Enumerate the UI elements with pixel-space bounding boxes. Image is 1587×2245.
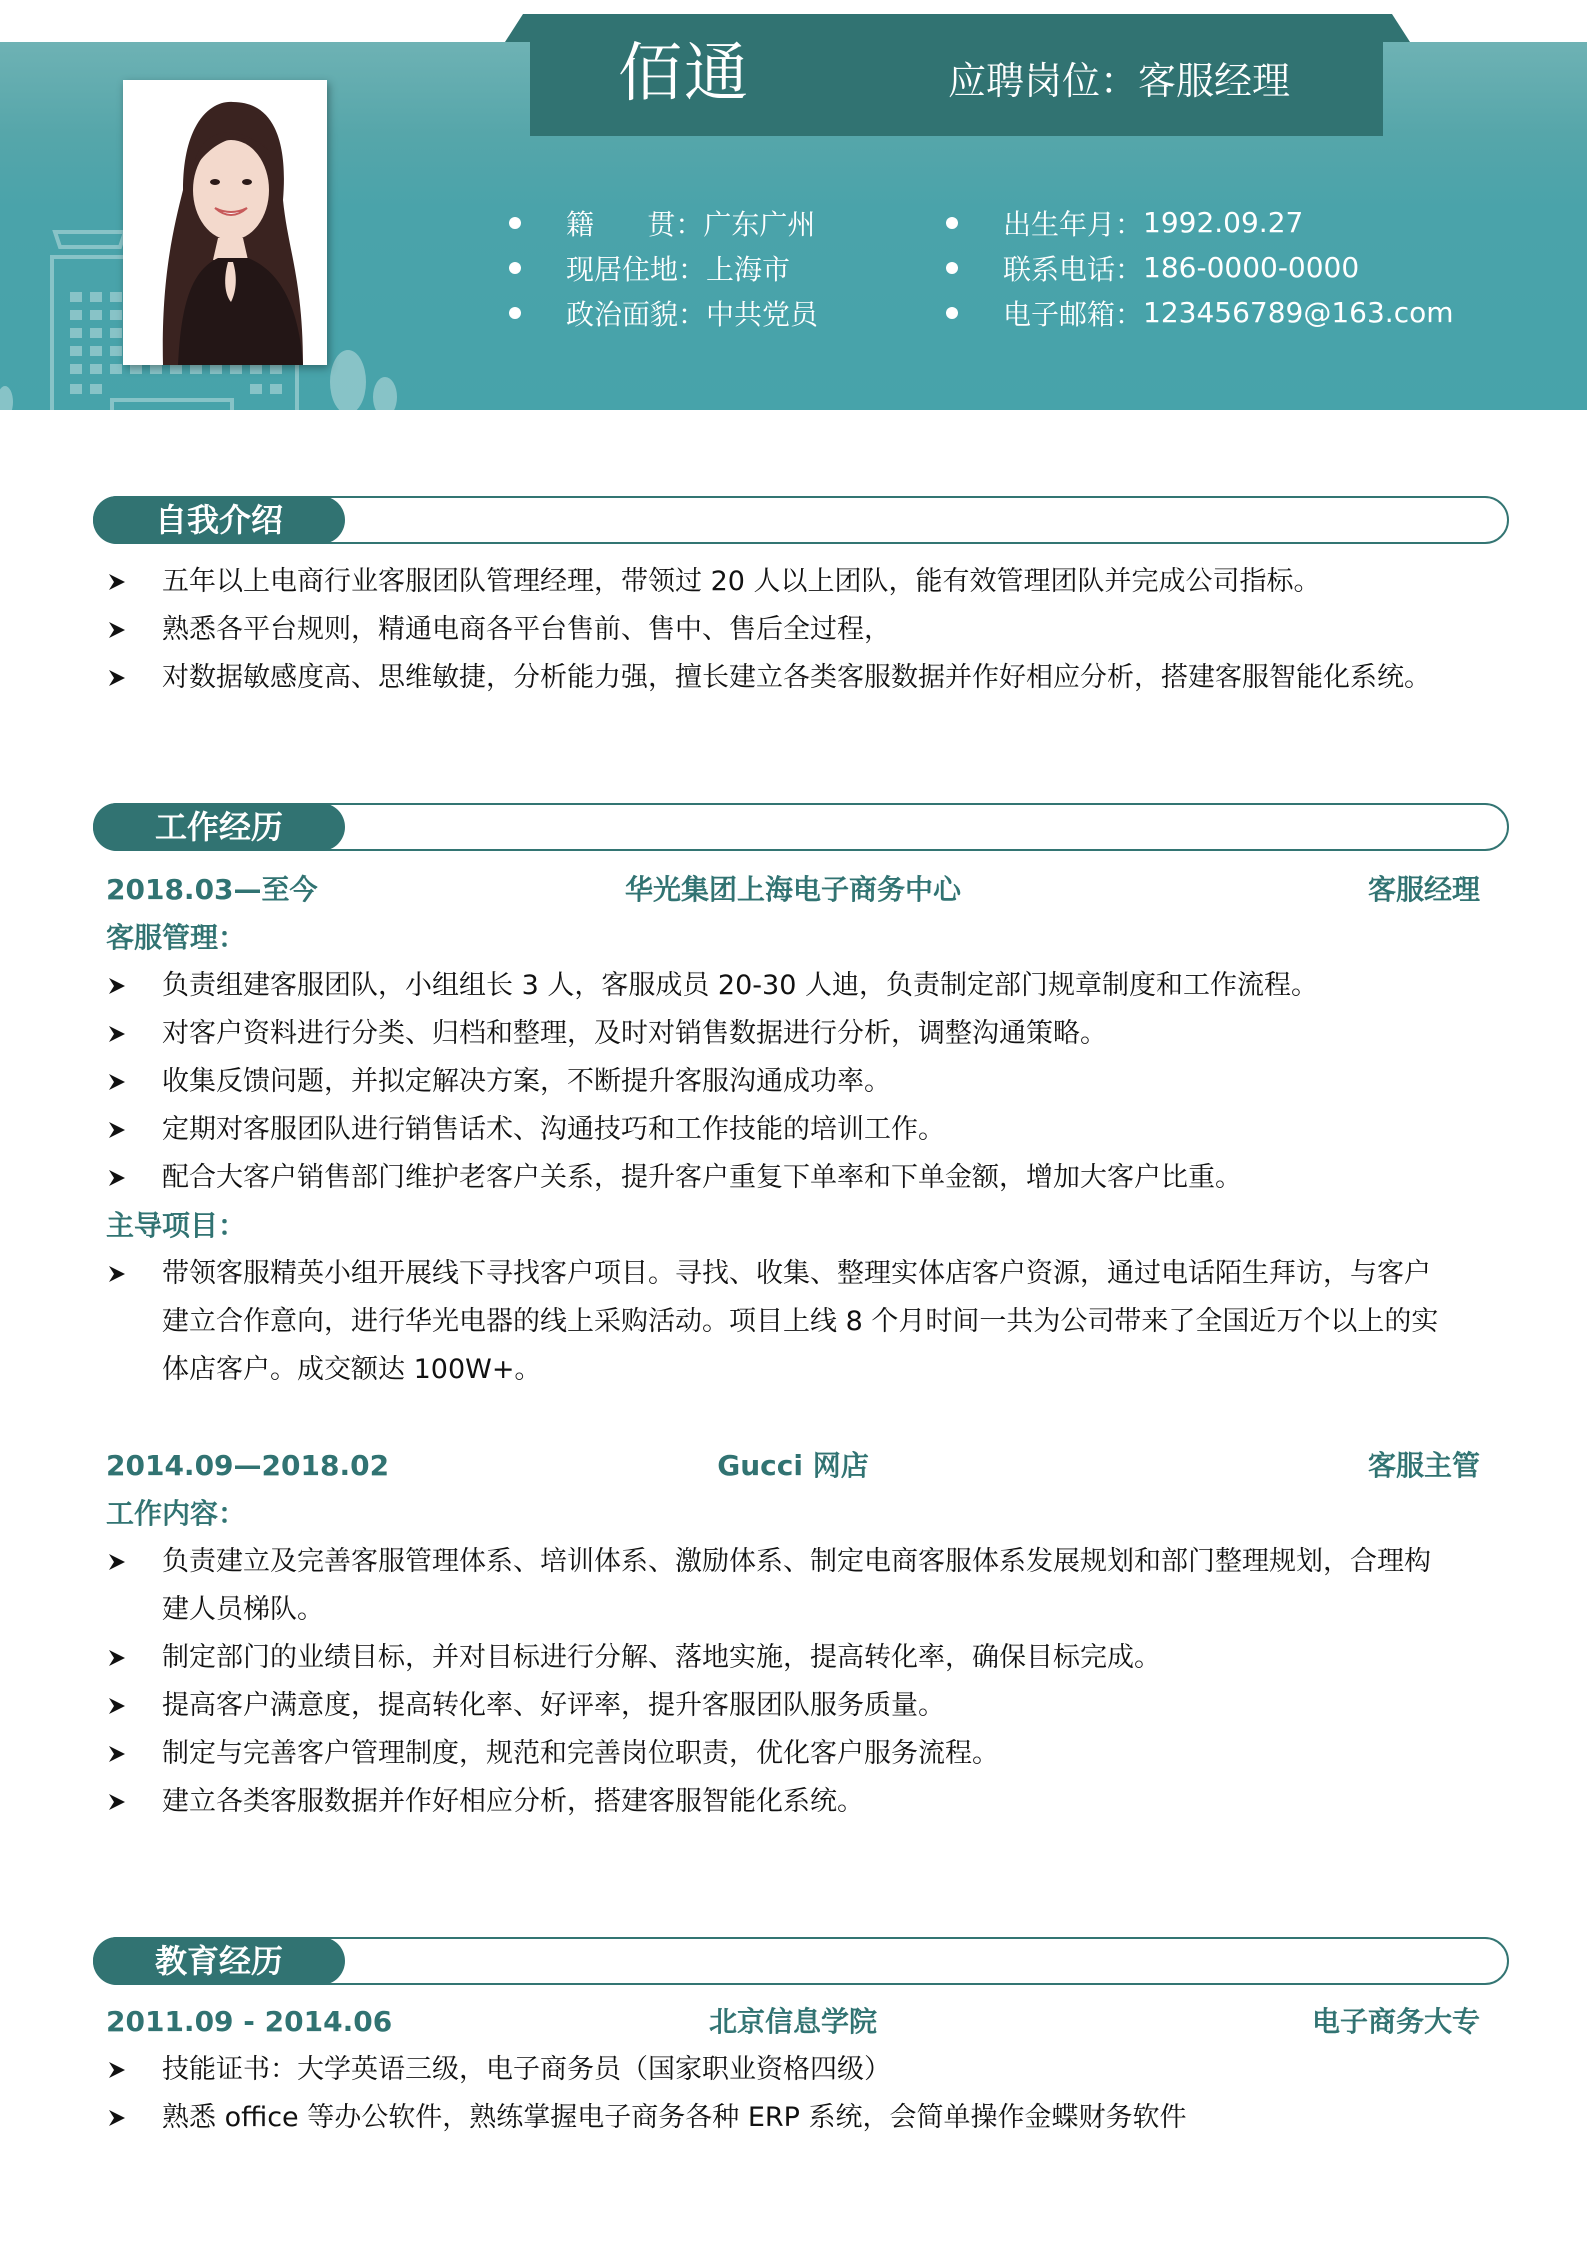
bullet-text: 技能证书：大学英语三级，电子商务员（国家职业资格四级） — [162, 2054, 891, 2085]
arrow-bullet-icon — [108, 1553, 126, 1571]
bullet-text: 对数据敏感度高、思维敏捷，分析能力强，擅长建立各类客服数据并作好相应分析，搭建客服智能化系统。 — [162, 662, 1431, 693]
info-residence — [505, 245, 818, 290]
bullet-text-continued: 体店客户。成交额达 100W+。 — [162, 1354, 542, 1385]
bullet-dot-icon — [509, 262, 521, 274]
bullet-text: 负责组建客服团队，小组组长 3 人，客服成员 20-30 人迪，负责制定部门规章制度和工作流程。 — [162, 970, 1318, 1001]
info-hometown — [505, 200, 818, 245]
arrow-bullet-icon — [108, 1169, 126, 1187]
bullet-text: 负责建立及完善客服管理体系、培训体系、激励体系、制定电商客服体系发展规划和部门整理规划，合理构 — [162, 1546, 1431, 1577]
info-label: 电子邮箱： — [1003, 297, 1144, 331]
arrow-bullet-icon — [108, 573, 126, 591]
education-school: 北京信息学院 — [708, 2005, 877, 2038]
job-company: 华光集团上海电子商务中心 — [624, 873, 961, 906]
job-subheading: 客服管理： — [106, 921, 247, 954]
job-date: 2018.03—至今 — [106, 873, 318, 906]
applied-position: 应聘岗位：客服经理 — [948, 59, 1291, 103]
arrow-bullet-icon — [108, 1265, 126, 1283]
info-label: 联系电话： — [1003, 252, 1144, 286]
bullet-text: 建立各类客服数据并作好相应分析，搭建客服智能化系统。 — [162, 1786, 864, 1817]
section-header-work — [93, 803, 1509, 851]
job-entry-header — [106, 866, 1480, 914]
info-label: 政治面貌： — [566, 297, 707, 331]
arrow-bullet-icon — [108, 1649, 126, 1667]
arrow-bullet-icon — [108, 2109, 126, 2127]
job-entry-header — [106, 1442, 1480, 1490]
bullet-text-continued: 建人员梯队。 — [162, 1594, 324, 1625]
section-title: 自我介绍 — [155, 501, 284, 539]
job-subheading: 工作内容： — [106, 1497, 247, 1530]
info-label: 现居住地： — [566, 252, 707, 286]
education-major: 电子商务大专 — [1311, 2005, 1480, 2038]
info-value: 中共党员 — [706, 297, 819, 331]
arrow-bullet-icon — [108, 1745, 126, 1763]
bullet-text: 提高客户满意度，提高转化率、好评率，提升客服团队服务质量。 — [162, 1690, 945, 1721]
section-header-education — [93, 1937, 1509, 1985]
profile-photo — [123, 80, 327, 365]
section-title: 教育经历 — [155, 1942, 284, 1980]
bullet-text: 配合大客户销售部门维护老客户关系，提升客户重复下单率和下单金额，增加大客户比重。 — [162, 1162, 1242, 1193]
info-label: 籍 贯： — [566, 207, 704, 241]
bullet-text: 熟悉 office 等办公软件，熟练掌握电子商务各种 ERP 系统，会简单操作金蝶财务软件 — [162, 2102, 1187, 2133]
section-title: 工作经历 — [155, 808, 284, 846]
info-phone — [942, 245, 1454, 290]
personal-info-right — [942, 200, 1454, 335]
info-value: 上海市 — [706, 252, 791, 286]
bullet-dot-icon — [509, 217, 521, 229]
candidate-name: 佰通 — [618, 37, 750, 111]
job-company: Gucci 网店 — [717, 1449, 869, 1482]
info-email — [942, 290, 1454, 335]
arrow-bullet-icon — [108, 1121, 126, 1139]
bullet-text: 带领客服精英小组开展线下寻找客户项目。寻找、收集、整理实体店客户资源，通过电话陌生拜访，与客户 — [162, 1258, 1431, 1289]
bullet-text: 定期对客服团队进行销售话术、沟通技巧和工作技能的培训工作。 — [162, 1114, 945, 1145]
job-role: 客服主管 — [1367, 1449, 1480, 1482]
bullet-text: 对客户资料进行分类、归档和整理，及时对销售数据进行分析，调整沟通策略。 — [162, 1018, 1107, 1049]
bullet-text: 收集反馈问题，并拟定解决方案，不断提升客服沟通成功率。 — [162, 1066, 891, 1097]
bullet-text: 五年以上电商行业客服团队管理经理，带领过 20 人以上团队，能有效管理团队并完成公司指标。 — [162, 566, 1321, 597]
arrow-bullet-icon — [108, 1697, 126, 1715]
bullet-dot-icon — [946, 217, 958, 229]
arrow-bullet-icon — [108, 1025, 126, 1043]
arrow-bullet-icon — [108, 1073, 126, 1091]
info-label: 出生年月： — [1003, 207, 1144, 241]
arrow-bullet-icon — [108, 977, 126, 995]
education-entry-header — [106, 1998, 1480, 2046]
bullet-dot-icon — [509, 307, 521, 319]
bullet-dot-icon — [946, 262, 958, 274]
bullet-text: 熟悉各平台规则，精通电商各平台售前、售中、售后全过程， — [162, 614, 891, 645]
info-value: 123456789@163.com — [1143, 296, 1454, 329]
info-birthdate — [942, 200, 1454, 245]
bullet-text-continued: 建立合作意向，进行华光电器的线上采购活动。项目上线 8 个月时间一共为公司带来了全国近万个以上的实 — [162, 1306, 1439, 1337]
arrow-bullet-icon — [108, 621, 126, 639]
arrow-bullet-icon — [108, 2061, 126, 2079]
section-header-intro — [93, 496, 1509, 544]
info-value: 1992.09.27 — [1143, 206, 1304, 239]
arrow-bullet-icon — [108, 1793, 126, 1811]
job-role: 客服经理 — [1367, 873, 1480, 906]
job-subheading: 主导项目： — [106, 1209, 247, 1242]
job-date: 2014.09—2018.02 — [106, 1449, 390, 1482]
portrait-icon — [123, 80, 327, 365]
bullet-dot-icon — [946, 307, 958, 319]
arrow-bullet-icon — [108, 669, 126, 687]
bullet-text: 制定部门的业绩目标，并对目标进行分解、落地实施，提高转化率，确保目标完成。 — [162, 1642, 1161, 1673]
bullet-text: 制定与完善客户管理制度，规范和完善岗位职责，优化客户服务流程。 — [162, 1738, 999, 1769]
education-date: 2011.09 - 2014.06 — [106, 2005, 393, 2038]
info-political-status — [505, 290, 818, 335]
personal-info-left — [505, 200, 818, 335]
info-value: 广东广州 — [703, 207, 816, 241]
info-value: 186-0000-0000 — [1143, 251, 1360, 284]
